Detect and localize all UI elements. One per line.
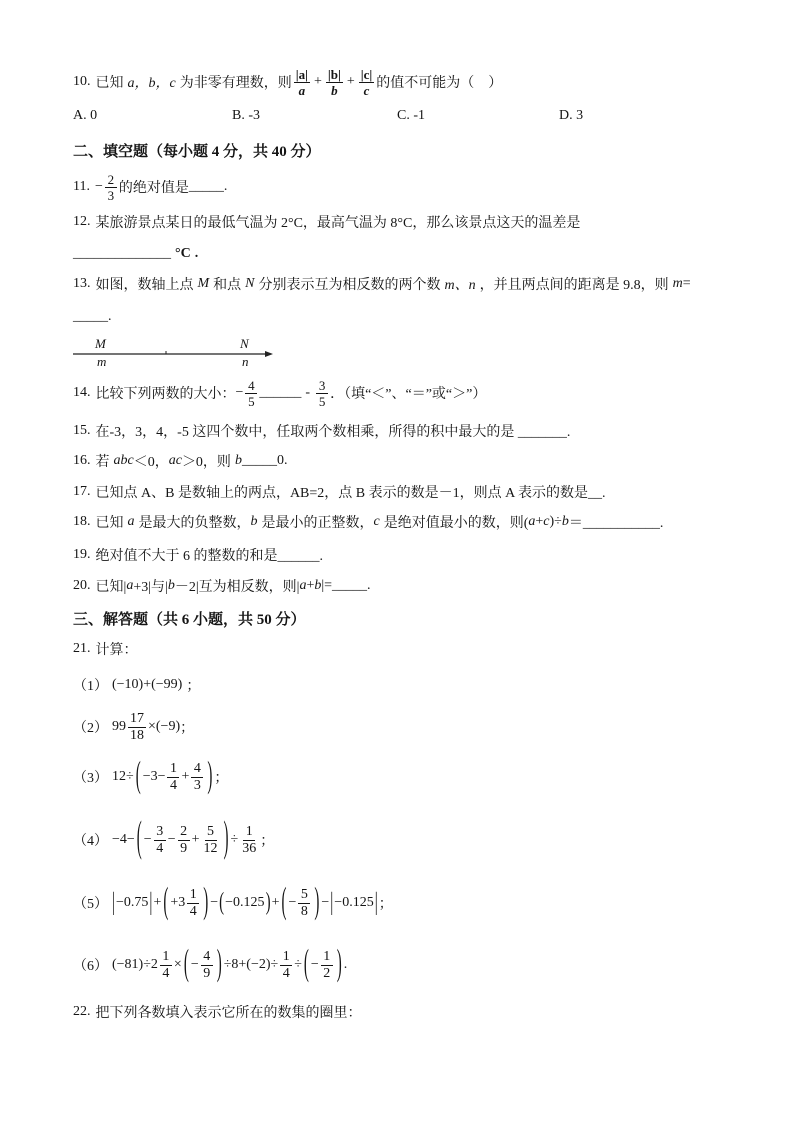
question-text: 分别表示互为相反数的两个数 xyxy=(258,278,441,293)
question-text: 已知 xyxy=(95,76,124,91)
question-text: ＜0， xyxy=(133,455,169,470)
question-text: 某旅游景点某日的最低气温为 2°C，最高气温为 8°C，那么该景点这天的温差是 xyxy=(95,216,581,231)
denominator: c xyxy=(363,82,370,98)
expression-text: (−81)÷2 xyxy=(112,957,158,972)
denominator: 8 xyxy=(300,903,308,919)
point-m-label: M xyxy=(197,276,210,291)
numerator: 4 xyxy=(201,949,213,966)
fraction-abs-c-over-c xyxy=(359,67,375,98)
left-paren: ( xyxy=(135,755,141,796)
variable-ac: ac xyxy=(168,453,182,468)
question-text: 已知点 A、B 是数轴上的两点，AB=2，点 B 表示的数是－1，则点 A 表示的数是__. xyxy=(95,486,606,501)
question-text: －2|互为相反数，则| xyxy=(174,580,300,595)
semicolon: ； xyxy=(260,834,275,849)
section-heading-fill-in: 二、填空题（每小题 4 分，共 40 分） xyxy=(73,143,321,160)
expression-text: −4− xyxy=(112,832,135,847)
abs-bar: | xyxy=(149,888,153,916)
fraction xyxy=(167,761,179,794)
item-label: （6） xyxy=(73,959,108,974)
variable-a: a xyxy=(299,578,307,593)
right-paren: ) xyxy=(265,888,271,916)
denominator: 12 xyxy=(203,840,218,856)
expression-text: +3 xyxy=(170,895,186,910)
question-number: 13. xyxy=(73,276,91,291)
minus-sign: − xyxy=(210,895,219,910)
axis-arrow xyxy=(265,351,273,357)
numerator: 4 xyxy=(245,378,257,394)
answer-blank: |=_____. xyxy=(321,578,371,593)
axis-label-n: n xyxy=(242,354,249,369)
plus-sign: + xyxy=(313,74,322,89)
option-a: A. 0 xyxy=(73,108,98,123)
variable-b: b xyxy=(234,453,242,468)
variable-m: m xyxy=(672,276,683,291)
fraction xyxy=(280,949,292,982)
question-number: 17. xyxy=(73,484,91,499)
variable-a: a xyxy=(127,514,135,529)
left-paren: ( xyxy=(136,815,142,862)
denominator: 4 xyxy=(162,965,170,981)
multiply-sign: × xyxy=(173,957,182,972)
calc-item-4 xyxy=(73,815,275,862)
numerator: 2 xyxy=(105,172,117,188)
left-paren: ( xyxy=(281,881,287,922)
fraction xyxy=(191,761,203,794)
numerator: 3 xyxy=(316,378,328,394)
calc-item-1 xyxy=(73,665,200,705)
abs-bar: | xyxy=(112,888,116,916)
denominator: 18 xyxy=(130,727,144,743)
variable-b: b xyxy=(167,578,175,593)
calc-item-5 xyxy=(73,883,393,923)
question-number: 16. xyxy=(73,453,91,468)
question-number: 12. xyxy=(73,214,91,229)
denominator: 3 xyxy=(107,187,115,203)
expression-text: 12÷ xyxy=(112,769,134,784)
right-paren: ) xyxy=(207,755,213,796)
left-paren: ( xyxy=(183,943,189,984)
question-text: ．（填“＜”、“＝”或“＞”） xyxy=(330,387,487,402)
denominator: b xyxy=(331,82,338,98)
fraction xyxy=(245,378,257,409)
variables: m、n xyxy=(444,278,476,293)
option-d: D. 3 xyxy=(559,108,584,123)
right-paren: ) xyxy=(223,815,229,862)
numerator: |a| xyxy=(295,66,308,82)
plus-sign: + xyxy=(346,74,355,89)
fraction xyxy=(240,824,258,857)
question-11 xyxy=(73,167,227,207)
numerator: 1 xyxy=(280,949,292,966)
question-number: 15. xyxy=(73,423,91,438)
minus-sign: - xyxy=(305,385,311,400)
minus-sign: − xyxy=(167,832,176,847)
variable-c: c xyxy=(373,514,380,529)
fraction xyxy=(178,824,190,857)
item-label: （3） xyxy=(73,771,108,786)
minus-sign: − xyxy=(321,895,330,910)
variable-a: a xyxy=(126,578,134,593)
fraction-abs-a-over-a xyxy=(294,67,310,98)
question-text: 绝对值不大于 6 的整数的和是______. xyxy=(95,549,323,564)
question-text: _____0. xyxy=(241,453,288,468)
denominator: 9 xyxy=(203,965,211,981)
minus-sign: − xyxy=(310,957,319,972)
variable-b: b xyxy=(250,514,258,529)
question-22 xyxy=(73,992,362,1032)
answer-blank: ______________ xyxy=(73,246,171,261)
question-21 xyxy=(73,629,138,669)
fraction xyxy=(201,949,213,982)
item-label: （4） xyxy=(73,834,108,849)
left-paren: ( xyxy=(303,943,309,984)
numerator: 1 xyxy=(243,824,255,841)
expression-text: −0.125 xyxy=(334,895,374,910)
question-text: 是绝对值最小的数，则( xyxy=(383,516,529,531)
semicolon: ； xyxy=(180,721,195,736)
numerator: |b| xyxy=(327,66,341,82)
question-text: 为非零有理数，则 xyxy=(179,76,292,91)
semicolon: ； xyxy=(186,679,201,694)
period: . xyxy=(223,179,228,194)
expression-text: −0.125 xyxy=(225,895,265,910)
plus-sign: + xyxy=(306,578,315,593)
question-number: 10. xyxy=(73,74,91,89)
plus-sign: + xyxy=(535,514,544,529)
numerator: |c| xyxy=(360,66,373,82)
right-paren: ) xyxy=(314,881,320,922)
question-number: 21. xyxy=(73,641,91,656)
point-n-label: N xyxy=(245,276,255,291)
option-b: B. -3 xyxy=(232,108,260,123)
period: . xyxy=(343,957,348,972)
fraction xyxy=(187,887,199,920)
abs-bar: | xyxy=(374,888,378,916)
variable-c: c xyxy=(543,514,550,529)
denominator: 4 xyxy=(189,903,197,919)
answer-blank: _____ xyxy=(188,179,224,194)
minus-sign: − xyxy=(190,957,199,972)
expression-text: −3− xyxy=(142,769,166,784)
numerator: 5 xyxy=(298,887,310,904)
item-label: （5） xyxy=(73,897,108,912)
question-text: 是最小的正整数， xyxy=(261,516,374,531)
calc-item-3 xyxy=(73,757,228,797)
plus-sign: + xyxy=(271,895,280,910)
fraction xyxy=(160,949,172,982)
plus-sign: + xyxy=(153,895,162,910)
axis-label-m: m xyxy=(97,354,107,369)
minus-sign: − xyxy=(143,832,152,847)
axis-label-M: M xyxy=(95,336,106,351)
question-10 xyxy=(73,62,502,102)
question-13 xyxy=(73,264,691,304)
axis-label-N: N xyxy=(240,336,249,351)
question-number: 20. xyxy=(73,578,91,593)
minus-sign: − xyxy=(94,179,103,194)
whole-number: 99 xyxy=(112,719,126,734)
numerator: 17 xyxy=(130,710,144,726)
item-label: （2） xyxy=(73,721,108,736)
section-heading-solutions: 三、解答题（共 6 小题，共 50 分） xyxy=(73,611,306,628)
question-14 xyxy=(73,373,486,413)
number-line-figure xyxy=(73,336,283,372)
numerator: 1 xyxy=(160,949,172,966)
period: . xyxy=(194,246,199,261)
expression-text: ×(−9) xyxy=(148,719,181,734)
question-text: 和点 xyxy=(213,278,242,293)
question-text: 的绝对值是 xyxy=(118,181,189,196)
minus-sign: − xyxy=(288,895,297,910)
denominator: 4 xyxy=(156,840,164,856)
denominator: 5 xyxy=(318,393,326,409)
question-text: 是最大的负整数， xyxy=(138,516,251,531)
right-paren: ) xyxy=(203,881,209,922)
answer-blank: ＝___________. xyxy=(568,516,664,531)
minus-sign: − xyxy=(235,385,244,400)
variables: a，b，c xyxy=(127,76,176,91)
numerator: 4 xyxy=(191,761,203,778)
unit-celsius: °C xyxy=(175,246,191,261)
numerator: 2 xyxy=(178,824,190,841)
right-paren: ) xyxy=(336,943,342,984)
left-paren: ( xyxy=(163,881,169,922)
question-text: 把下列各数填入表示它所在的数集的圈里： xyxy=(95,1006,362,1021)
left-paren: ( xyxy=(219,888,225,916)
fraction-abs-b-over-b xyxy=(326,67,343,98)
expression-text: )÷ xyxy=(549,514,562,529)
denominator: 2 xyxy=(323,965,331,981)
equals-sign: = xyxy=(682,276,691,291)
calc-item-2 xyxy=(73,707,194,747)
fraction xyxy=(298,887,310,920)
divide-sign: ÷ xyxy=(230,832,239,847)
question-text: 计算： xyxy=(95,643,138,658)
semicolon: ； xyxy=(214,771,229,786)
plus-sign: + xyxy=(181,769,190,784)
expression-text: ÷8+(−2)÷ xyxy=(223,957,279,972)
denominator: 9 xyxy=(180,840,188,856)
option-c: C. -1 xyxy=(397,108,425,123)
numerator: 1 xyxy=(321,949,333,966)
right-paren: ) xyxy=(216,943,222,984)
period: . xyxy=(108,309,112,324)
calc-item-6 xyxy=(73,945,347,985)
item-label: （1） xyxy=(73,679,108,694)
numerator: 1 xyxy=(167,761,179,778)
answer-blank: _____ xyxy=(73,309,108,324)
numerator: 1 xyxy=(187,887,199,904)
question-text: ，并且两点间的距离是 9.8，则 xyxy=(479,278,669,293)
question-13-answer-line xyxy=(73,297,112,337)
fraction xyxy=(316,378,328,409)
denominator: 36 xyxy=(242,840,257,856)
fraction xyxy=(202,824,220,857)
fraction xyxy=(154,824,166,857)
expression-text: (−10)+(−99) xyxy=(112,677,183,692)
numerator: 3 xyxy=(154,824,166,841)
question-number: 14. xyxy=(73,385,91,400)
question-text: 的值不可能为（ ） xyxy=(376,76,503,91)
question-number: 11. xyxy=(73,179,90,194)
denominator: a xyxy=(298,82,306,98)
variable-abc: abc xyxy=(113,453,134,468)
question-10-options xyxy=(73,108,673,128)
plus-sign: + xyxy=(191,832,200,847)
denominator: 4 xyxy=(169,777,177,793)
variable-b: b xyxy=(314,578,322,593)
fraction xyxy=(128,711,146,744)
question-text: 比较下列两数的大小： xyxy=(95,387,236,402)
question-text: ＞0，则 xyxy=(181,455,231,470)
divide-sign: ÷ xyxy=(294,957,302,972)
question-text: +3|与| xyxy=(133,580,168,595)
question-text: 若 xyxy=(95,455,110,470)
expression-text: −0.75 xyxy=(116,895,149,910)
denominator: 4 xyxy=(282,965,290,981)
question-number: 18. xyxy=(73,514,91,529)
answer-blank: ______ xyxy=(259,385,302,400)
question-number: 22. xyxy=(73,1004,91,1019)
question-text: 已知 xyxy=(95,516,124,531)
abs-bar: | xyxy=(330,888,334,916)
denominator: 3 xyxy=(193,777,201,793)
question-text: 已知| xyxy=(95,580,127,595)
fraction xyxy=(321,949,333,982)
semicolon: ； xyxy=(378,897,393,912)
question-text: 在-3，3，4，-5 这四个数中，任取两个数相乘，所得的积中最大的是 _______. xyxy=(95,425,571,440)
question-text: 如图，数轴上点 xyxy=(95,278,194,293)
question-number: 19. xyxy=(73,547,91,562)
numerator: 5 xyxy=(205,824,217,841)
denominator: 5 xyxy=(248,393,255,409)
variable-a: a xyxy=(528,514,536,529)
fraction xyxy=(105,172,117,203)
variable-b: b xyxy=(561,514,569,529)
